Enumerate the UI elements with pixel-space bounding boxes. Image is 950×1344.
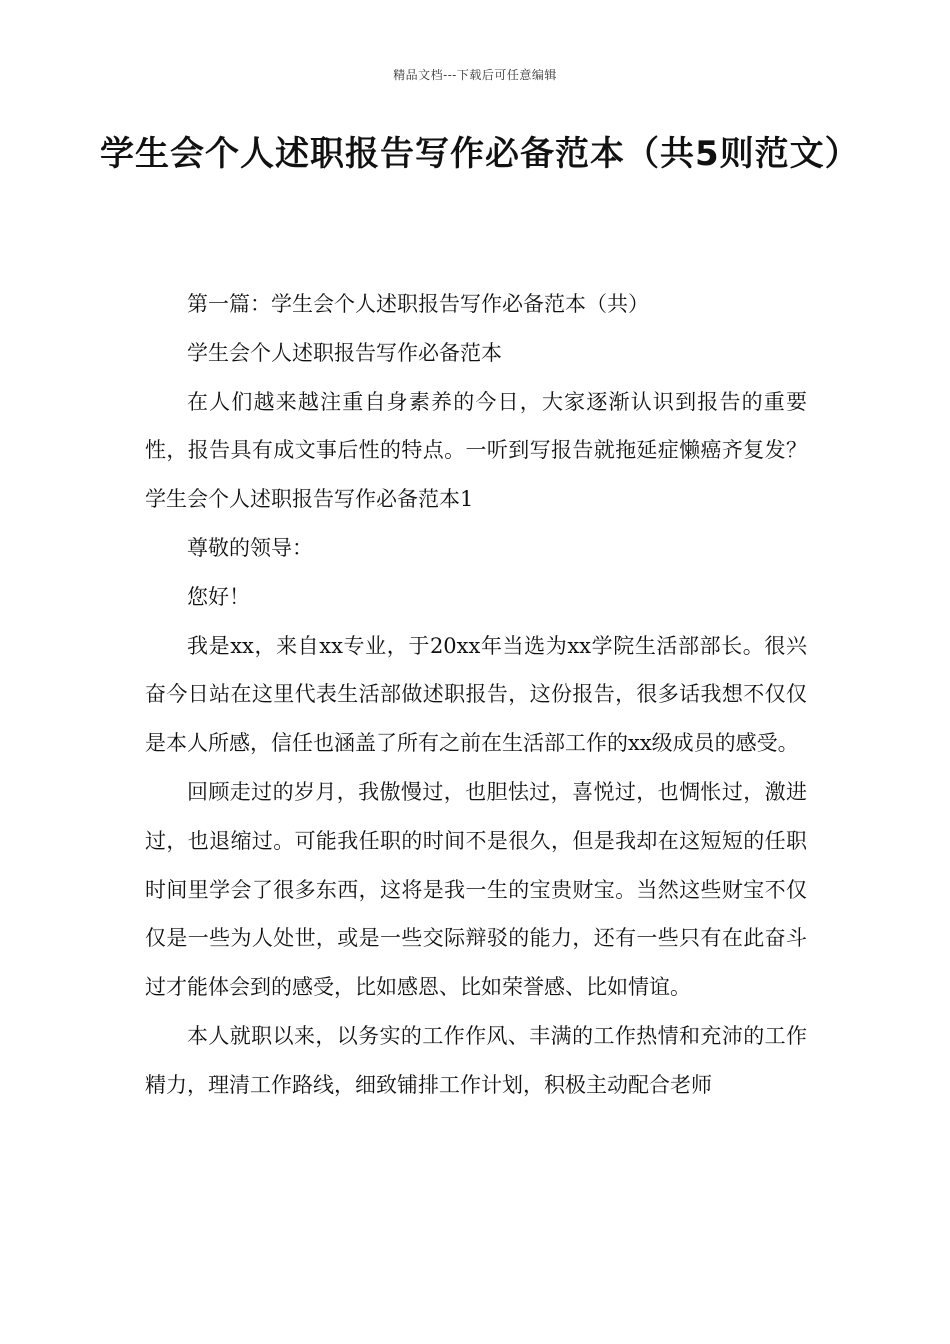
paragraph-greeting: 您好！ [187, 584, 250, 609]
paragraph-subtitle: 学生会个人述职报告写作必备范本 [187, 340, 502, 365]
paragraph-intro: 在人们越来越注重自身素养的今日，大家逐渐认识到报告的重要性，报告具有成文事后性的特点。一听到写报告就拖延症懒癌齐复发？学生会个人述职报告写作必备范本1 [145, 389, 807, 512]
paragraph-review: 回顾走过的岁月，我傲慢过，也胆怯过，喜悦过，也惆怅过，激进过，也退缩过。可能我任职的时间不是很久，但是我却在这短短的任职时间里学会了很多东西，这将是我一生的宝贵财宝。当然这些财宝不仅仅是一些为人处世，或是一些交际辩驳的能力，还有一些只有在此奋斗过才能体会到的感受，比如感恩、比如荣誉感、比如情谊。 [145, 779, 807, 1000]
document-title: 学生会个人述职报告写作必备范本（共5则范文） [100, 134, 860, 174]
paragraph-work: 本人就职以来，以务实的工作作风、丰满的工作热情和充沛的工作精力，理清工作路线，细致铺排工作计划，积极主动配合老师 [145, 1023, 807, 1097]
document-body [145, 280, 807, 1110]
paragraph-heading: 第一篇：学生会个人述职报告写作必备范本（共） [187, 292, 649, 316]
paragraph-salutation: 尊敬的领导： [187, 535, 313, 560]
paragraph-self-intro: 我是xx，来自xx专业，于20xx年当选为xx学院生活部部长。很兴奋今日站在这里代表生活部做述职报告，这份报告，很多话我想不仅仅是本人所感，信任也涵盖了所有之前在生活部工作的xx级成员的感受。 [145, 633, 807, 756]
header-note: 精品文档---下载后可任意编辑 [393, 68, 557, 82]
